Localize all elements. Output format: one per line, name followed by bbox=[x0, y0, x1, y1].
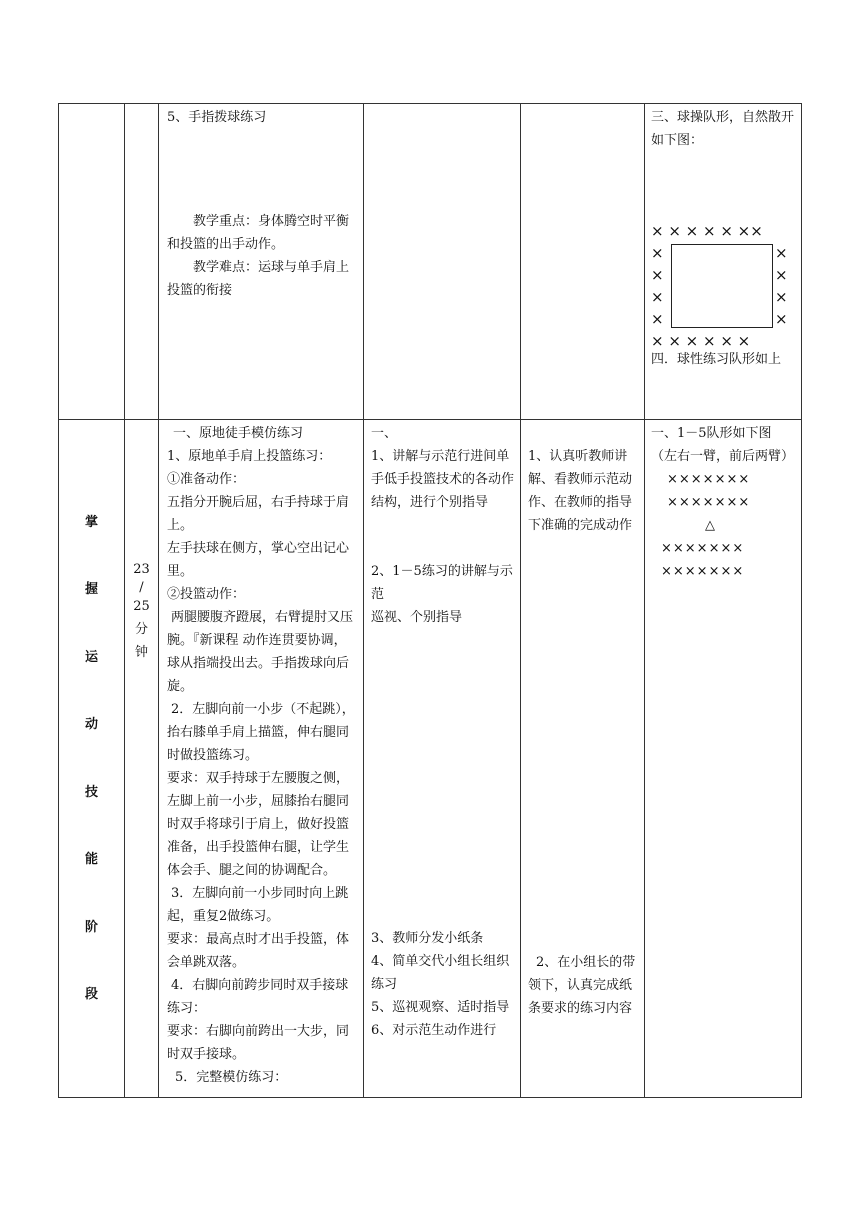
time-part: 钟 bbox=[134, 645, 148, 660]
time-label bbox=[125, 420, 159, 1098]
content-cell bbox=[159, 104, 364, 420]
x-right-1: × bbox=[775, 244, 788, 262]
x-top-row: × × × × × ×× bbox=[651, 222, 763, 240]
formation-diagram bbox=[651, 220, 795, 350]
time-part: 23 bbox=[133, 562, 150, 577]
content-line: 五指分开腕后屈，右手持球于肩上。 bbox=[167, 495, 350, 533]
key-point-text: 教学重点：身体腾空时平衡和投篮的出手动作。 bbox=[167, 214, 350, 252]
student-cell bbox=[521, 104, 645, 420]
table-row bbox=[59, 104, 802, 420]
stage-char: 能 bbox=[84, 852, 98, 867]
teacher-line: 6、对示范生动作进行 bbox=[371, 1023, 497, 1038]
x-row: ××××××× bbox=[661, 564, 745, 579]
x-row: ××××××× bbox=[667, 472, 751, 487]
x-left-1: × bbox=[651, 244, 664, 262]
teacher-line: 4、简单交代小组长组织练习 bbox=[371, 954, 510, 992]
content-line: 一、原地徒手模仿练习 bbox=[173, 426, 304, 441]
stage-char: 运 bbox=[84, 649, 98, 665]
x-left-4: × bbox=[651, 310, 664, 328]
teacher-triangle: △ bbox=[705, 518, 716, 533]
content-line: 两腿腰腹齐蹬展，右臂提肘又压腕。『新课程 动作连贯要协调，球从指端投出去。手指拨球向后旋。 bbox=[167, 610, 354, 694]
teacher-line: 一、 bbox=[371, 426, 398, 441]
x-row: ××××××× bbox=[667, 495, 751, 510]
time-part: 分 bbox=[134, 622, 148, 637]
content-line: 5．完整模仿练习： bbox=[175, 1070, 288, 1085]
teacher-cell bbox=[364, 420, 521, 1098]
formation-footer: 四．球性练习队形如上 bbox=[651, 352, 782, 367]
content-line: ②投篮动作： bbox=[167, 587, 246, 602]
content-line: ①准备动作： bbox=[167, 472, 246, 487]
student-line: 2、在小组长的带领下，认真完成纸条要求的练习内容 bbox=[528, 955, 636, 1016]
x-left-2: × bbox=[651, 266, 664, 284]
formation-rectangle bbox=[671, 244, 773, 328]
content-cell bbox=[159, 420, 364, 1098]
stage-char: 段 bbox=[84, 987, 98, 1002]
formation-cell bbox=[645, 420, 802, 1098]
stage-char: 握 bbox=[84, 582, 98, 597]
item-finger-dribble: 5、手指拨球练习 bbox=[167, 110, 267, 125]
teacher-line: 2、1－5练习的讲解与示范 bbox=[371, 564, 513, 602]
x-left-3: × bbox=[651, 288, 664, 306]
content-line: 要求：最高点时才出手投篮，体会单跳双落。 bbox=[167, 932, 350, 970]
content-line: 左手扶球在侧方，掌心空出记心里。 bbox=[167, 541, 350, 579]
formation-title: 一、1－5队形如下图（左右一臂，前后两臂） bbox=[651, 426, 795, 464]
time-cell bbox=[125, 104, 159, 420]
teacher-line: 5、巡视观察、适时指导 bbox=[371, 1000, 510, 1015]
x-bottom-row: × × × × × × bbox=[651, 332, 751, 350]
stage-char: 掌 bbox=[84, 514, 98, 530]
student-cell bbox=[521, 420, 645, 1098]
x-right-4: × bbox=[775, 310, 788, 328]
formation-title: 三、球操队形，自然散开如下图： bbox=[651, 110, 795, 148]
x-right-2: × bbox=[775, 266, 788, 284]
content-line: 要求：双手持球于左腰腹之侧，左脚上前一小步，屈膝抬右腿同时双手将球引于肩上，做好投篮准备，出手投篮伸右腿，让学生体会手、腿之间的协调配合。 bbox=[167, 771, 350, 878]
stage-label bbox=[59, 420, 125, 1098]
formation-cell bbox=[645, 104, 802, 420]
content-line: 1、原地单手肩上投篮练习： bbox=[167, 449, 332, 464]
teacher-line: 3、教师分发小纸条 bbox=[371, 931, 484, 946]
content-line: 4．右脚向前跨步同时双手接球练习： bbox=[167, 978, 349, 1016]
lesson-plan-table bbox=[58, 103, 802, 1098]
content-line: 2．左脚向前一小步（不起跳），抬右膝单手肩上描篮，伸右腿同时做投篮练习。 bbox=[167, 702, 355, 763]
table-row bbox=[59, 420, 802, 1098]
x-row: ××××××× bbox=[661, 541, 745, 556]
stage-char: 技 bbox=[84, 784, 98, 800]
student-line: 1、认真听教师讲解、看教师示范动作、在教师的指导下准确的完成动作 bbox=[528, 449, 633, 533]
stage-char: 阶 bbox=[84, 919, 98, 935]
time-part: 25 bbox=[133, 599, 150, 614]
time-part: / bbox=[139, 580, 144, 595]
teacher-line: 巡视、个别指导 bbox=[371, 610, 463, 625]
stage-char: 动 bbox=[84, 717, 98, 732]
x-right-3: × bbox=[775, 288, 788, 306]
stage-cell bbox=[59, 104, 125, 420]
content-line: 3．左脚向前一小步同时向上跳起，重复2做练习。 bbox=[167, 886, 349, 924]
teacher-line: 1、讲解与示范行进间单手低手投篮技术的各动作结构，进行个别指导 bbox=[371, 449, 515, 510]
content-line: 要求：右脚向前跨出一大步，同时双手接球。 bbox=[167, 1024, 350, 1062]
difficulty-text: 教学难点：运球与单手肩上投篮的衔接 bbox=[167, 260, 350, 298]
teacher-cell bbox=[364, 104, 521, 420]
